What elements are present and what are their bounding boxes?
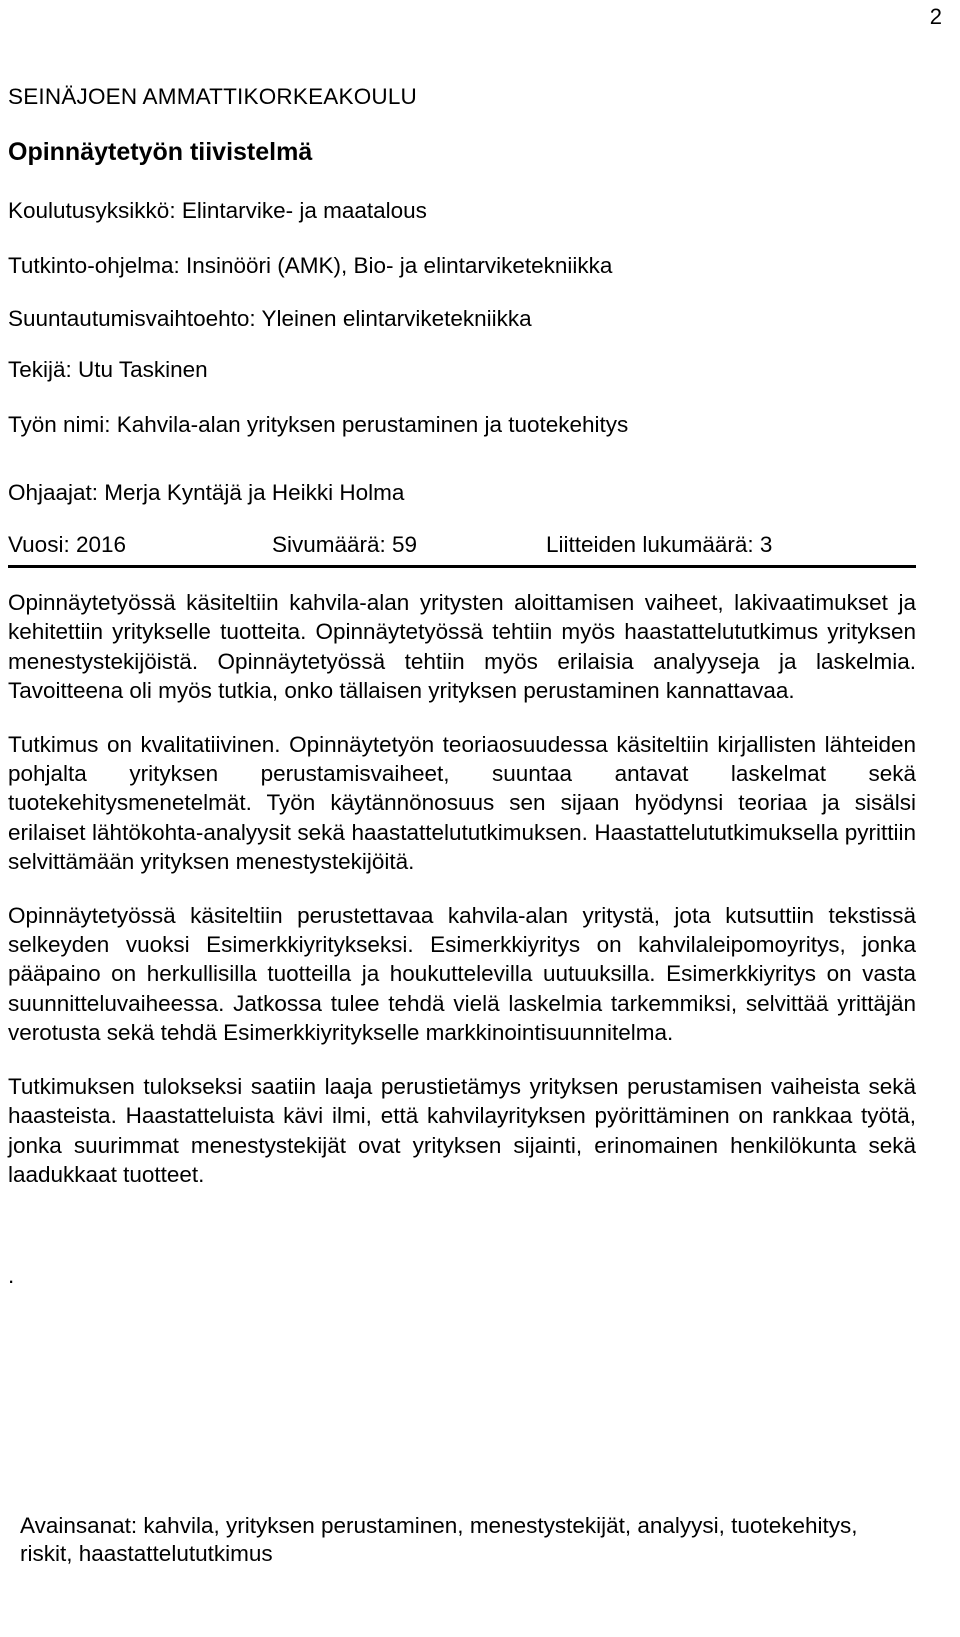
- abstract-paragraph: Opinnäytetyössä käsiteltiin kahvila-alan yritysten aloittamisen vaiheet, lakivaatimukset ja kehitettiin yritykselle tuotteita. Opinnäytetyössä tehtiin myös haastattelututkimus yrityksen menestystekijöistä. Opinnäytetyössä tehtiin myös erilaisia analyyseja ja laskelmia. Tavoitteena oli myös tutkia, onko tällaisen yrityksen perustaminen kannattavaa.: [8, 590, 916, 704]
- meta-program: Tutkinto-ohjelma: Insinööri (AMK), Bio- ja elintarviketekniikka: [8, 253, 613, 278]
- stray-period: .: [8, 1263, 15, 1288]
- meta-year: Vuosi: 2016: [8, 532, 127, 557]
- meta-supervisors: Ohjaajat: Merja Kyntäjä ja Heikki Holma: [8, 480, 405, 505]
- page-number: 2: [929, 4, 942, 29]
- meta-author: Tekijä: Utu Taskinen: [8, 357, 208, 382]
- divider-line: [8, 565, 916, 568]
- abstract-paragraph: Opinnäytetyössä käsiteltiin perustettavaa kahvila-alan yritystä, jota kutsuttiin tekstissä selkeyden vuoksi Esimerkkiyritykseksi. Esimerkkiyritys on kahvilaleipomoyritys, jonka pääpaino on herkullisilla tuotteilla ja houkuttelevilla uutuuksilla. Esimerkkiyritys on vasta suunnitteluvaiheessa. Jatkossa tulee tehdä vielä laskelmia tarkemmiksi, selvittää yrittäjän verotusta sekä tehdä Esimerkkiyritykselle markkinointisuunnitelma.: [8, 902, 916, 1046]
- abstract-paragraph: Tutkimus on kvalitatiivinen. Opinnäytetyön teoriaosuudessa käsiteltiin kirjallisten lähteiden pohjalta yrityksen perustamisvaiheet, suuntaa antavat laskelmat sekä tuotekehitysmenetelmät. Työn käytännönosuus sen sijaan hyödynsi teoriaa ja sisälsi erilaiset lähtökohta-analyysit sekä haastattelututkimuksen. Haastattelututkimuksella pyrittiin selvittämään yrityksen menestystekijöitä.: [8, 731, 916, 875]
- abstract-body: [8, 588, 916, 1213]
- meta-unit: Koulutusyksikkö: Elintarvike- ja maatalous: [8, 198, 427, 223]
- keywords: Avainsanat: kahvila, yrityksen perustaminen, menestystekijät, analyysi, tuotekehitys, riskit, haastattelututkimus: [20, 1513, 858, 1566]
- abstract-paragraph: Tutkimuksen tulokseksi saatiin laaja perustietämys yrityksen perustamisen vaiheista sekä haasteista. Haastatteluista kävi ilmi, että kahvilayrityksen pyörittäminen on rankkaa työtä, jonka suurimmat menestystekijät ovat yrityksen sijainti, erinomainen henkilökunta sekä laadukkaat tuotteet.: [8, 1073, 916, 1187]
- meta-specialization: Suuntautumisvaihtoehto: Yleinen elintarviketekniikka: [8, 306, 532, 331]
- page-title: Opinnäytetyön tiivistelmä: [8, 138, 313, 166]
- meta-pages: Sivumäärä: 59: [272, 532, 418, 557]
- meta-work-name: Työn nimi: Kahvila-alan yrityksen perustaminen ja tuotekehitys: [8, 412, 629, 437]
- school-name: SEINÄJOEN AMMATTIKORKEAKOULU: [8, 84, 418, 109]
- meta-appendices: Liitteiden lukumäärä: 3: [546, 532, 773, 557]
